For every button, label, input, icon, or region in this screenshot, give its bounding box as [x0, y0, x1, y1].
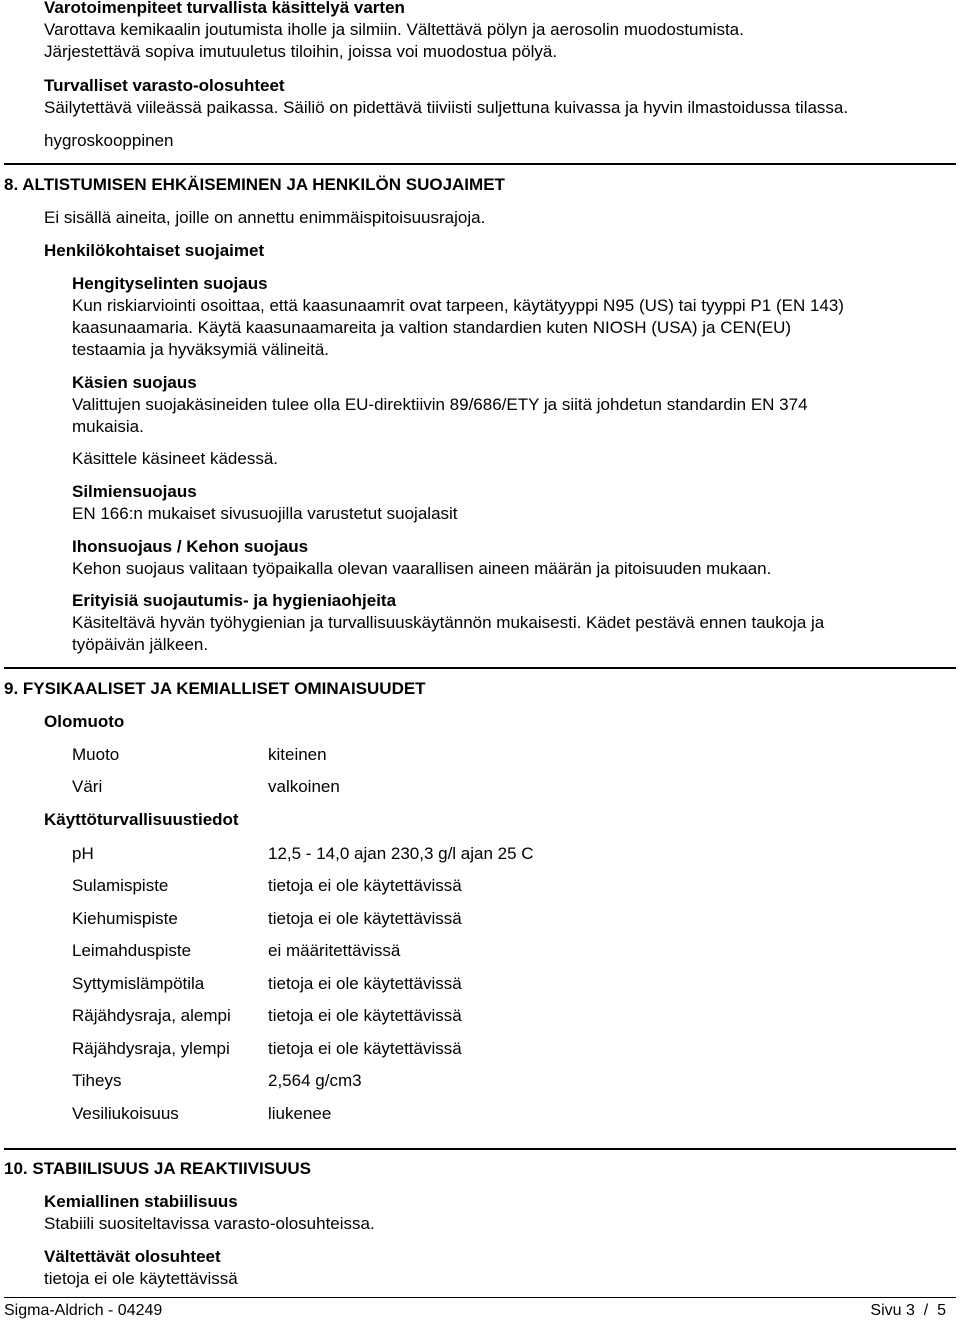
property-label: Tiheys	[72, 1071, 122, 1090]
appearance-value: kiteinen	[268, 745, 327, 764]
property-value: 12,5 - 14,0 ajan 230,3 g/l ajan 25 C	[268, 844, 534, 863]
property-label: Sulamispiste	[72, 876, 169, 895]
footer-divider	[4, 1297, 956, 1298]
appearance-value: valkoinen	[268, 777, 340, 796]
property-label: Räjähdysraja, alempi	[72, 1006, 231, 1025]
property-label: pH	[72, 844, 94, 863]
property-value: liukenee	[268, 1104, 332, 1123]
property-label: Kiehumispiste	[72, 909, 178, 928]
footer-page-number: Sivu 3 / 5	[870, 1302, 946, 1319]
section-10-title: 10. STABIILISUUS JA REAKTIIVISUUS	[4, 1159, 311, 1178]
eye-text-1: EN 166:n mukaiset sivusuojilla varustetut suojalasit	[72, 504, 458, 523]
storage-heading: Turvalliset varasto-olosuhteet	[44, 76, 285, 95]
safety-data-heading: Käyttöturvallisuustiedot	[44, 810, 239, 829]
eye-heading: Silmiensuojaus	[72, 482, 197, 501]
section-8-title: 8. ALTISTUMISEN EHKÄISEMINEN JA HENKILÖN SUOJAIMET	[4, 175, 505, 194]
conditions-to-avoid-heading: Vältettävät olosuhteet	[44, 1247, 221, 1266]
property-label: Syttymislämpötila	[72, 974, 205, 993]
hygiene-text-2: työpäivän jälkeen.	[72, 635, 209, 654]
respiratory-heading: Hengityselinten suojaus	[72, 274, 268, 293]
section-8-intro: Ei sisällä aineita, joille on annettu enimmäispitoisuusrajoja.	[44, 208, 486, 227]
precautions-text-2: Järjestettävä sopiva imutuuletus tiloihin, joissa voi muodostua pölyä.	[44, 42, 558, 61]
respiratory-text-3: testaamia ja hyväksymiä välineitä.	[72, 340, 330, 359]
stability-text: Stabiili suositeltavissa varasto-olosuhteissa.	[44, 1214, 375, 1233]
property-value: 2,564 g/cm3	[268, 1071, 362, 1090]
respiratory-text-1: Kun riskiarviointi osoittaa, että kaasunaamrit ovat tarpeen, käytätyyppi N95 (US) tai tyyppi P1 (EN 143)	[72, 296, 844, 315]
property-value: tietoja ei ole käytettävissä	[268, 1039, 462, 1058]
property-label: Leimahduspiste	[72, 941, 192, 960]
skin-text-1: Kehon suojaus valitaan työpaikalla olevan vaarallisen aineen määrän ja pitoisuuden mukaan.	[72, 559, 772, 578]
section-10-divider	[4, 1148, 956, 1150]
property-value: tietoja ei ole käytettävissä	[268, 876, 462, 895]
appearance-label: Muoto	[72, 745, 120, 764]
hygiene-text-1: Käsiteltävä hyvän työhygienian ja turvallisuuskäytännön mukaisesti. Kädet pestävä ennen taukoja ja	[72, 613, 825, 632]
section-9-title: 9. FYSIKAALISET JA KEMIALLISET OMINAISUUDET	[4, 679, 426, 698]
stability-heading: Kemiallinen stabiilisuus	[44, 1192, 238, 1211]
respiratory-text-2: kaasunaamaria. Käytä kaasunaamareita ja valtion standardien kuten NIOSH (USA) ja CEN(EU)	[72, 318, 792, 337]
property-value: tietoja ei ole käytettävissä	[268, 1006, 462, 1025]
precautions-text-1: Varottava kemikaalin joutumista iholle ja silmiin. Vältettävä pölyn ja aerosolin muodostumista.	[44, 20, 744, 39]
conditions-to-avoid-text: tietoja ei ole käytettävissä	[44, 1269, 238, 1288]
ppe-heading: Henkilökohtaiset suojaimet	[44, 241, 265, 260]
property-label: Räjähdysraja, ylempi	[72, 1039, 230, 1058]
hand-text-3: Käsittele käsineet kädessä.	[72, 449, 279, 468]
section-9-divider	[4, 667, 956, 669]
hand-text-1: Valittujen suojakäsineiden tulee olla EU-direktiivin 89/686/ETY ja siitä johdetun standardin EN 374	[72, 395, 808, 414]
section-8-divider	[4, 163, 956, 165]
footer-document-id: Sigma-Aldrich - 04249	[4, 1302, 163, 1319]
property-value: tietoja ei ole käytettävissä	[268, 909, 462, 928]
appearance-label: Väri	[72, 777, 103, 796]
property-value: ei määritettävissä	[268, 941, 401, 960]
property-label: Vesiliukoisuus	[72, 1104, 179, 1123]
skin-heading: Ihonsuojaus / Kehon suojaus	[72, 537, 309, 556]
storage-text-2: hygroskooppinen	[44, 131, 174, 150]
hand-heading: Käsien suojaus	[72, 373, 197, 392]
hygiene-heading: Erityisiä suojautumis- ja hygieniaohjeita	[72, 591, 397, 610]
precautions-heading: Varotoimenpiteet turvallista käsittelyä varten	[44, 0, 405, 17]
appearance-heading: Olomuoto	[44, 712, 125, 731]
property-value: tietoja ei ole käytettävissä	[268, 974, 462, 993]
storage-text-1: Säilytettävä viileässä paikassa. Säiliö on pidettävä tiiviisti suljettuna kuivassa ja hyvin ilmastoidussa tilassa.	[44, 98, 849, 117]
hand-text-2: mukaisia.	[72, 417, 144, 436]
